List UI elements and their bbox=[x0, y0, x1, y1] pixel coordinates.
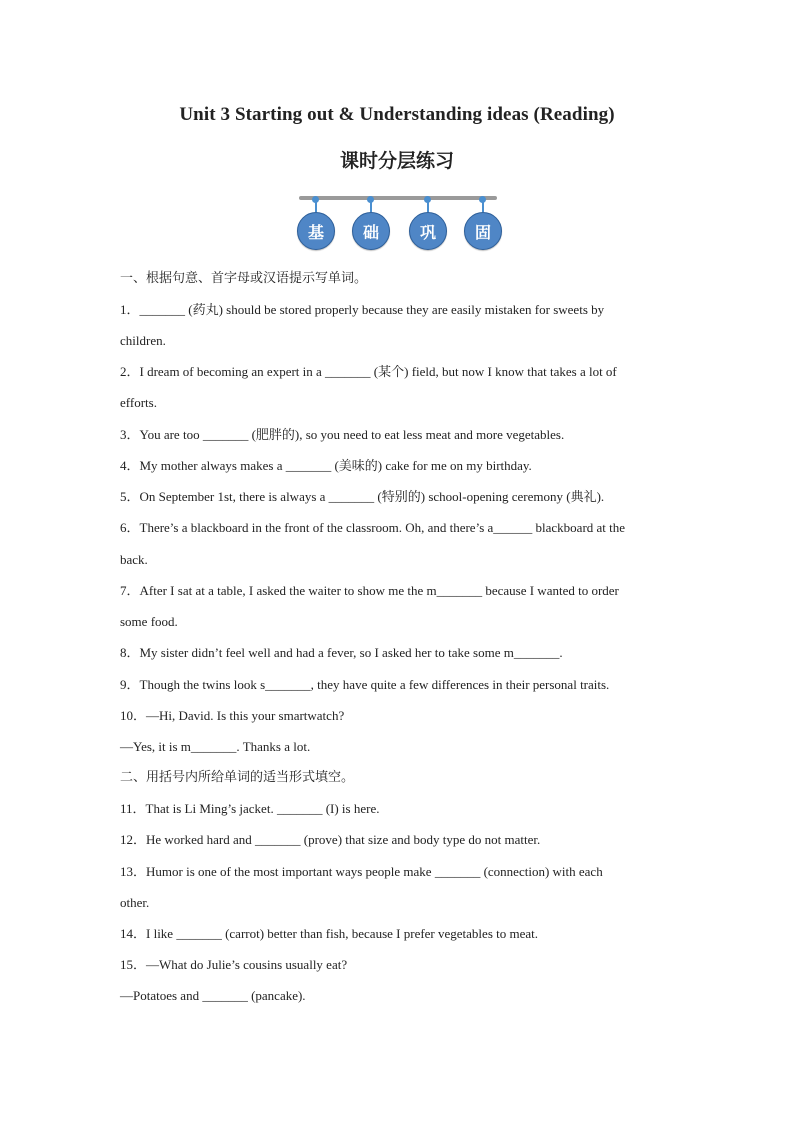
badge-item bbox=[352, 196, 390, 250]
section-badge bbox=[295, 190, 503, 252]
exercise-line: 3．You are too _______ (肥胖的), so you need to eat less meat and more vegetables. bbox=[120, 427, 565, 442]
exercise-line: other. bbox=[120, 895, 150, 910]
badge-item bbox=[297, 196, 335, 250]
badge-char: 础 bbox=[352, 212, 390, 250]
badge-char: 固 bbox=[464, 212, 502, 250]
exercise-line: 2．I dream of becoming an expert in a _______ (某个) field, but now I know that takes a lot of bbox=[120, 364, 617, 379]
exercise-line: some food. bbox=[120, 614, 178, 629]
exercise-line: 9．Though the twins look s_______, they have quite a few differences in their personal traits. bbox=[120, 677, 610, 692]
section-heading: 二、用括号内所给单词的适当形式填空。 bbox=[120, 770, 355, 785]
exercise-line: children. bbox=[120, 333, 166, 348]
exercise-line: 10．—Hi, David. Is this your smartwatch? bbox=[120, 708, 345, 723]
exercise-line: 13．Humor is one of the most important ways people make _______ (connection) with each bbox=[120, 864, 603, 879]
badge-char: 巩 bbox=[409, 212, 447, 250]
exercise-line: 1．_______ (药丸) should be stored properly because they are easily mistaken for sweets by bbox=[120, 302, 605, 317]
exercise-line: 6．There’s a blackboard in the front of the classroom. Oh, and there’s a______ blackboard at the bbox=[120, 520, 626, 535]
exercise-line: back. bbox=[120, 552, 148, 567]
exercise-line: 5．On September 1st, there is always a _______ (特别的) school-opening ceremony (典礼). bbox=[120, 489, 605, 504]
exercise-line: 11．That is Li Ming’s jacket. _______ (I) is here. bbox=[120, 801, 380, 816]
badge-item bbox=[409, 196, 447, 250]
exercise-line: 4．My mother always makes a _______ (美味的) cake for me on my birthday. bbox=[120, 458, 532, 473]
exercise-line: 12．He worked hard and _______ (prove) that size and body type do not matter. bbox=[120, 832, 541, 847]
exercise-line: 14．I like _______ (carrot) better than fish, because I prefer vegetables to meat. bbox=[120, 926, 538, 941]
page-title: Unit 3 Starting out & Understanding ideas (Reading) bbox=[179, 104, 615, 125]
exercise-line: 7．After I sat at a table, I asked the waiter to show me the m_______ because I wanted to order bbox=[120, 583, 619, 598]
exercise-line: —Yes, it is m_______. Thanks a lot. bbox=[120, 739, 311, 754]
exercise-line: 15．—What do Julie’s cousins usually eat? bbox=[120, 957, 348, 972]
section-heading: 一、根据句意、首字母或汉语提示写单词。 bbox=[120, 271, 368, 286]
badge-item bbox=[464, 196, 502, 250]
exercise-line: —Potatoes and _______ (pancake). bbox=[120, 988, 306, 1003]
exercise-line: 8．My sister didn’t feel well and had a fever, so I asked her to take some m_______. bbox=[120, 645, 563, 660]
exercise-line: efforts. bbox=[120, 395, 157, 410]
page-subtitle: 课时分层练习 bbox=[339, 150, 454, 172]
badge-char: 基 bbox=[297, 212, 335, 250]
